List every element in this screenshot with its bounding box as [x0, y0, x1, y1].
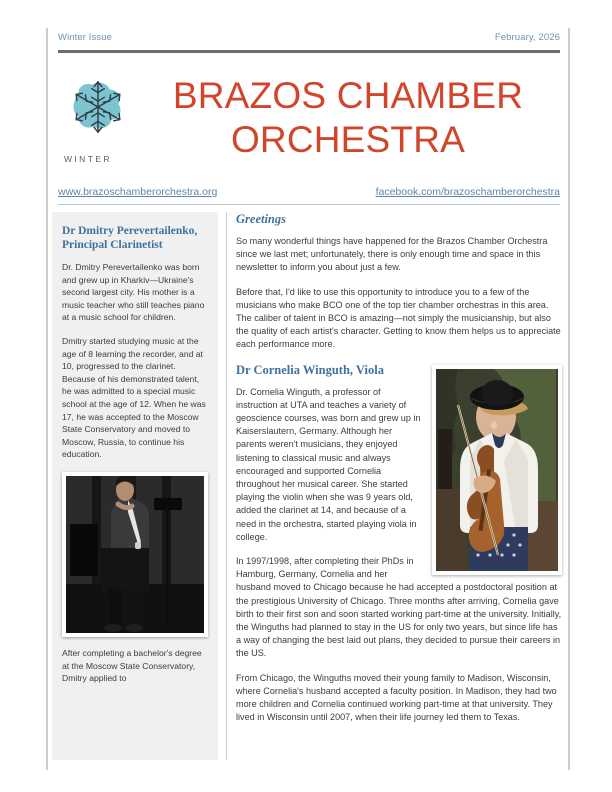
sidebar-paragraph-1: Dr. Dmitry Perevertailenko was born and grew up in Kharkiv—Ukraine's second largest city. His mother is a music teacher who still teaches piano at a music school for children. — [62, 262, 205, 323]
column-divider — [226, 212, 227, 760]
clarinetist-photo-image — [66, 476, 204, 633]
snowflake-icon — [67, 76, 129, 138]
sidebar-heading: Dr Dmitry Perevertailenko, Principal Clarinetist — [62, 225, 198, 251]
winguth-paragraph-3: From Chicago, the Winguths moved their young family to Madison, Wisconsin, where Cornelia's husband accepted a faculty position. In Madison, they had two more children and Cornelia continued working part-time at that university. They lived in Wisconsin until 2007, when their life journey led them to Texas. — [236, 672, 557, 723]
sidebar — [52, 212, 218, 760]
issue-date: February, 2026 — [494, 32, 560, 43]
sidebar-paragraph-2: Dmitry started studying music at the age of 8 learning the recorder, and at 10, progressed to the clarinet. Because of his demonstrated talent, he was admitted to a special music school at the age of 12. When he was 17, he was accepted to the Moscow State Conservatory and moved to Moscow, Russia, to continue his education. — [62, 335, 206, 460]
logo-column — [58, 72, 138, 164]
season-label: WINTER — [64, 154, 112, 164]
title-band — [58, 72, 560, 180]
winguth-section — [236, 363, 562, 672]
issue-row — [58, 32, 560, 43]
org-title-line-2: ORCHESTRA — [230, 119, 466, 160]
links-row — [58, 186, 560, 198]
winguth-paragraph-1: Dr. Cornelia Winguth, a professor of instruction at UTA and teaches a variety of geoscience courses, was born and grew up in Kaiserslautern, Germany. Although her parents weren't musicians, they enjoyed listening to classical music and always encouraged and supported Cornelia throughout her musical career. She started playing the violin when she was 9 years old, added the clarinet at 14, and because of a need in the orchestra, started playing viola in college. — [236, 386, 421, 542]
greetings-paragraph-2: Before that, I'd like to use this opportunity to introduce you to a few of the musicians who make BCO one of the top tier chamber orchestras in this area. The caliber of talent in BCO is amazing—not simply the musicianship, but also the quality of each artist's character. Getting to know them helps us to appreciate each performance more. — [236, 286, 561, 350]
greetings-heading: Greetings — [236, 212, 286, 226]
main-column — [236, 212, 562, 736]
violist-photo-image — [436, 369, 558, 571]
masthead-rule — [58, 50, 560, 53]
clarinetist-photo — [62, 472, 208, 637]
winguth-paragraph-2: In 1997/1998, after completing their PhDs in Hamburg, Germany, Cornelia and her husband moved to Chicago because he had accepted a postdoctoral position at the prestigious University of Chicago. Three months after arriving, Cornelia gave birth to their first son and soon started working part-time at the university. Initially, the Winguths had planned to stay in the US for only two years, but since life has a way of changing the best laid out plans, they decided to pursue their careers in the US. — [236, 556, 562, 659]
left-margin-rule — [46, 28, 48, 770]
sidebar-paragraph-3: After completing a bachelor's degree at the Moscow State Conservatory, Dmitry applied to — [62, 647, 202, 684]
greetings-paragraph-1: So many wonderful things have happened for the Brazos Chamber Orchestra since we last met; unfortunately, there is only enough time and space in this newsletter to inform you about just a few. — [236, 236, 548, 273]
org-title-line-1: BRAZOS CHAMBER — [172, 75, 524, 116]
page-title — [136, 74, 560, 162]
violist-photo — [432, 365, 562, 575]
winguth-heading: Dr Cornelia Winguth, Viola — [236, 362, 384, 377]
masthead — [58, 32, 560, 53]
right-margin-rule — [568, 28, 570, 770]
issue-label: Winter Issue — [58, 32, 112, 43]
facebook-link[interactable]: facebook.com/brazoschamberorchestra — [375, 186, 560, 198]
website-link[interactable]: www.brazoschamberorchestra.org — [58, 186, 218, 198]
links-rule — [58, 204, 560, 205]
